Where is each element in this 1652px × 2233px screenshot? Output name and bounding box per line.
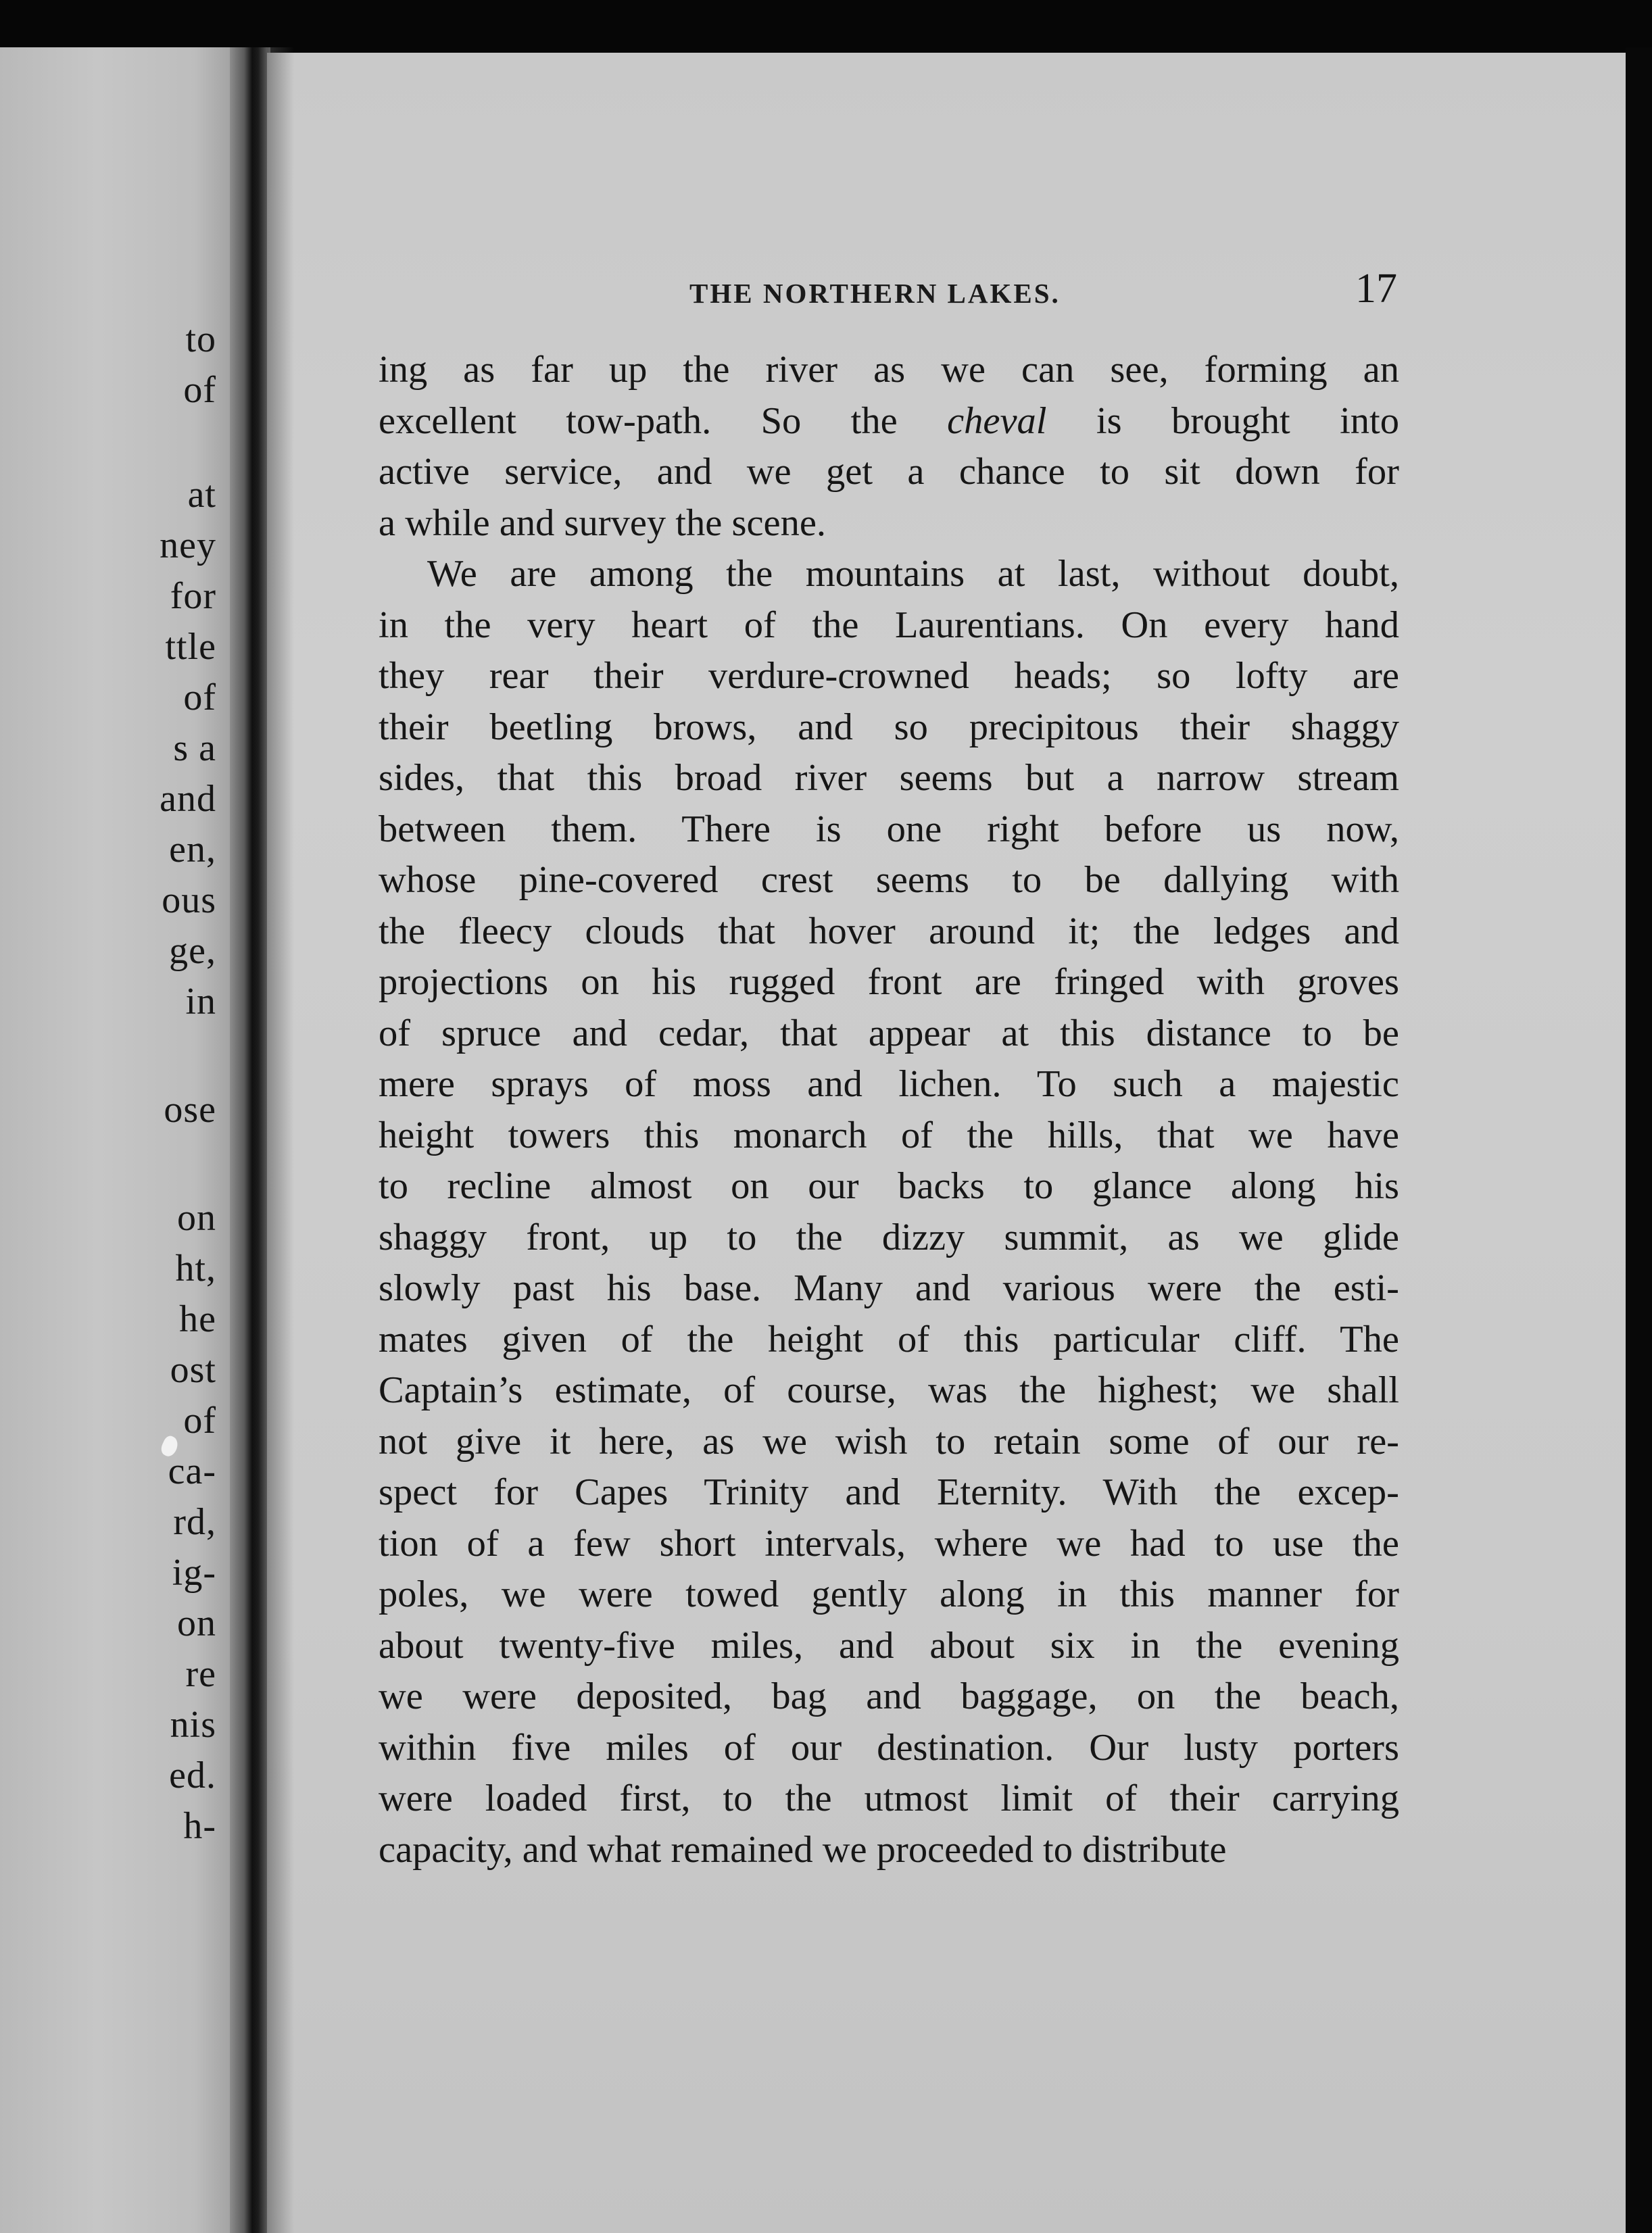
text-line: a while and survey the scene. bbox=[379, 501, 827, 544]
previous-page-fragment: en, bbox=[169, 829, 216, 870]
text-line: in the very heart of the Laurentians. On every hand bbox=[379, 604, 1399, 646]
previous-page-fragment: ed. bbox=[169, 1754, 216, 1796]
previous-page-fragment: ous bbox=[162, 879, 216, 921]
text-line: were loaded first, to the utmost limit of their carrying bbox=[379, 1777, 1399, 1819]
text-line: the fleecy clouds that hover around it; the ledges and bbox=[379, 910, 1399, 952]
text-line: of spruce and cedar, that appear at this distance to be bbox=[379, 1012, 1399, 1054]
previous-page-fragment: ttle bbox=[165, 626, 216, 668]
text-line: about twenty-five miles, and about six in the evening bbox=[379, 1624, 1399, 1667]
text-line: shaggy front, up to the dizzy summit, as we glide bbox=[379, 1216, 1399, 1258]
previous-page-fragment: in bbox=[185, 981, 216, 1023]
previous-page-fragment: for bbox=[170, 575, 216, 617]
text-line: We are among the mountains at last, without doubt, bbox=[427, 553, 1399, 595]
gutter-shadow bbox=[267, 47, 294, 2233]
text-line: whose pine-covered crest seems to be dallying with bbox=[379, 859, 1399, 901]
previous-page-fragment: of bbox=[183, 369, 216, 411]
text-line: slowly past his base. Many and various were the esti- bbox=[379, 1267, 1399, 1309]
previous-page-fragment: to bbox=[185, 318, 216, 360]
text-line: sides, that this broad river seems but a narrow stream bbox=[379, 757, 1399, 799]
previous-page-edge bbox=[0, 47, 243, 2233]
previous-page-fragment: on bbox=[177, 1602, 216, 1644]
previous-page-fragment: of bbox=[183, 677, 216, 718]
text-line: mere sprays of moss and lichen. To such a majestic bbox=[379, 1063, 1399, 1105]
previous-page-fragment: ig- bbox=[172, 1552, 216, 1594]
paragraph-1 bbox=[379, 345, 1399, 549]
previous-page-fragment: of bbox=[183, 1400, 216, 1442]
previous-page-fragment: nis bbox=[170, 1704, 216, 1746]
scan-border-right bbox=[1626, 47, 1652, 2233]
book-gutter bbox=[230, 47, 270, 2233]
text-line: we were deposited, bag and baggage, on the beach, bbox=[379, 1675, 1399, 1717]
previous-page-fragment: rd, bbox=[173, 1501, 216, 1543]
text-line: tion of a few short intervals, where we had to use the bbox=[379, 1522, 1399, 1565]
text-line: Captain’s estimate, of course, was the highest; we shall bbox=[379, 1369, 1399, 1411]
text-line: height towers this monarch of the hills, that we have bbox=[379, 1114, 1399, 1156]
previous-page-fragment: re bbox=[185, 1653, 216, 1695]
text-line: their beetling brows, and so precipitous their shaggy bbox=[379, 706, 1399, 748]
text-line: they rear their verdure-crowned heads; so lofty are bbox=[379, 655, 1399, 697]
text-line: capacity, and what remained we proceeded to distribute bbox=[379, 1828, 1227, 1871]
scan-border-top bbox=[0, 0, 1652, 53]
running-head: THE NORTHERN LAKES. bbox=[689, 278, 1061, 309]
text-line: within five miles of our destination. Our lusty porters bbox=[379, 1726, 1399, 1769]
paragraph-2 bbox=[379, 549, 1399, 1875]
previous-page-fragment: s a bbox=[173, 727, 216, 769]
page-number: 17 bbox=[1355, 266, 1397, 312]
text-line: not give it here, as we wish to retain some of our re- bbox=[379, 1420, 1399, 1463]
previous-page-fragment: ge, bbox=[169, 930, 216, 972]
text-line: projections on his rugged front are fringed with groves bbox=[379, 961, 1399, 1003]
previous-page-fragment: h- bbox=[183, 1805, 216, 1847]
text-line: spect for Capes Trinity and Eternity. With the excep- bbox=[379, 1471, 1399, 1513]
previous-page-fragment: ca- bbox=[168, 1450, 216, 1492]
text-line: mates given of the height of this particular cliff. The bbox=[379, 1318, 1399, 1360]
text-line: to recline almost on our backs to glance along his bbox=[379, 1165, 1399, 1207]
text-line: excellent tow-path. So the cheval is brought into bbox=[379, 399, 1399, 442]
text-line: between them. There is one right before us now, bbox=[379, 808, 1399, 850]
text-line: ing as far up the river as we can see, forming an bbox=[379, 349, 1399, 391]
previous-page-fragment: and bbox=[160, 778, 216, 820]
text-line: poles, we were towed gently along in this manner for bbox=[379, 1573, 1399, 1615]
body-text bbox=[379, 345, 1399, 1875]
previous-page-fragment: ose bbox=[164, 1089, 216, 1131]
previous-page-fragment: ht, bbox=[175, 1248, 216, 1290]
previous-page-fragment: at bbox=[187, 474, 216, 516]
previous-page-fragment: he bbox=[179, 1298, 216, 1340]
text-line: active service, and we get a chance to sit down for bbox=[379, 451, 1399, 493]
previous-page-fragment: on bbox=[177, 1197, 216, 1239]
previous-page-fragment: ney bbox=[160, 524, 216, 566]
previous-page-fragment: ost bbox=[170, 1349, 216, 1391]
